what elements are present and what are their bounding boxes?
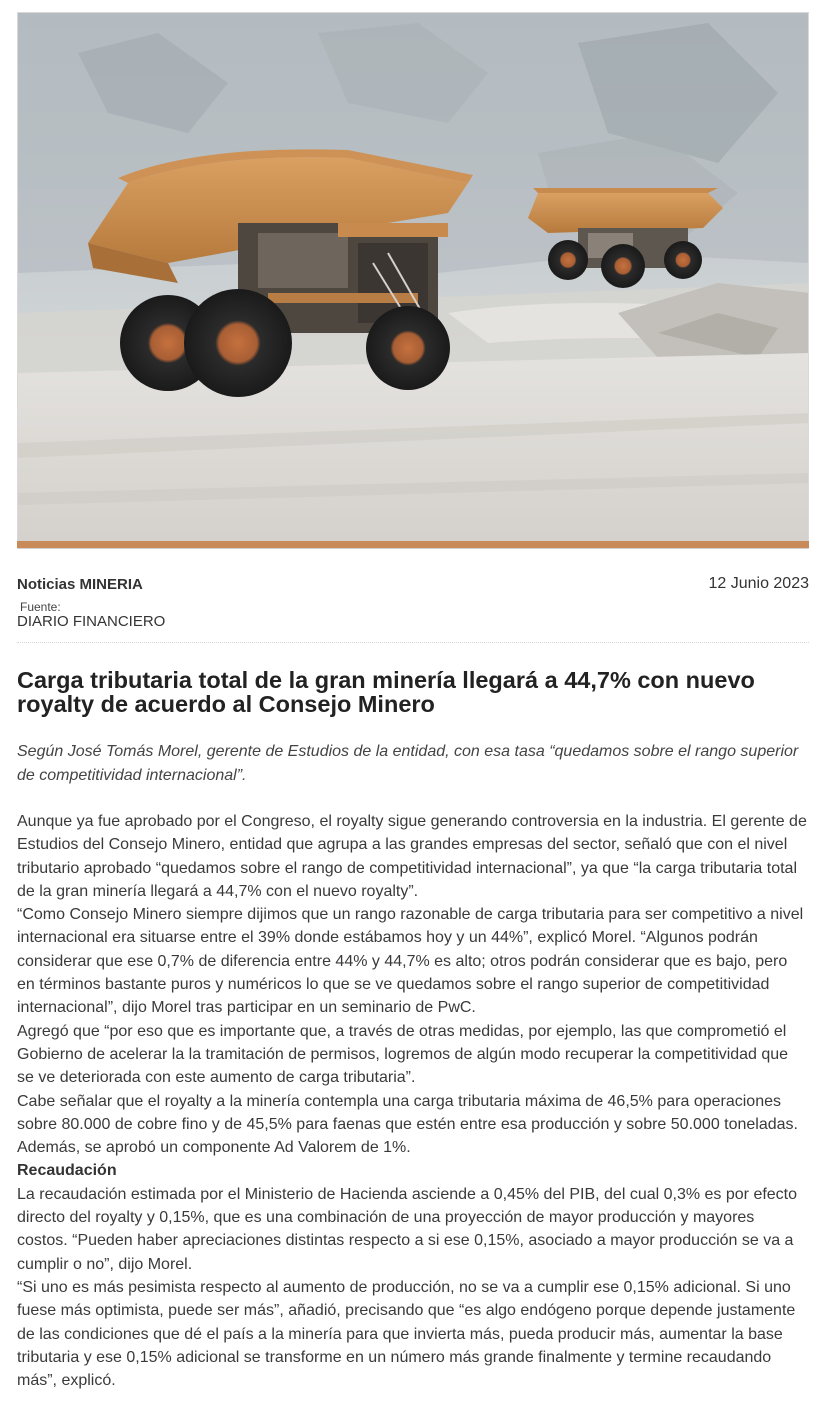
source-label: Fuente: — [20, 600, 61, 614]
article-meta — [17, 574, 809, 596]
hero-accent-bar — [17, 541, 809, 548]
divider — [17, 642, 809, 643]
body-paragraph: Agregó que “por eso que es importante que, a través de otras medidas, por ejemplo, las que comprometió el Gobierno de acelerar la la tramitación de permisos, logremos de algún modo recuperar la competitividad que se ve deteriorada con este aumento de carga tributaria”. — [17, 1022, 789, 1087]
source-name: DIARIO FINANCIERO — [17, 613, 166, 630]
publish-date: 12 Junio 2023 — [708, 575, 809, 592]
body-paragraph: “Como Consejo Minero siempre dijimos que un rango razonable de carga tributaria para ser competitivo a nivel internacional era situarse entre el 39% donde estábamos hoy y un 44%”, explicó Morel. “Algunos podrán considerar que ese 0,7% de diferencia entre 44% y 44,7% es alto; otros podrán considerar que es bajo, pero en términos bastante puros y numéricos lo que se ve quedamos sobre el rango superior de competitividad internacional”, dijo Morel tras participar en un seminario de PwC. — [17, 906, 804, 1017]
mining-haul-trucks-photo — [18, 13, 809, 549]
article-headline: Carga tributaria total de la gran minería llegará a 44,7% con nuevo royalty de acuerdo al Consejo Minero — [17, 667, 755, 717]
foreground-haul-truck — [88, 149, 473, 397]
article-body — [17, 810, 809, 1392]
body-paragraph: “Si uno es más pesimista respecto al aumento de producción, no se va a cumplir ese 0,15% adicional. Si uno fuese más optimista, puede ser más”, añadió, precisando que “es algo endógeno porque depende justamente de las condiciones que dé el país a la minería para que invierta más, pueda producir más, aumentar la base tributaria y ese 0,15% adicional se transforme en un número más grande finalmente y termine recaudando más”, explicó. — [17, 1278, 796, 1390]
body-paragraph: Cabe señalar que el royalty a la minería contempla una carga tributaria máxima de 46,5% para operaciones sobre 80.000 de cobre fino y de 45,5% para faenas que estén entre esa producción y sobre 50.000 toneladas. Además, se aprobó un componente Ad Valorem de 1%. — [17, 1092, 798, 1157]
body-paragraph: La recaudación estimada por el Ministerio de Hacienda asciende a 0,45% del PIB, del cual 0,3% es por efecto directo del royalty y 0,15%, que es una combinación de una proyección de mayor producción y mayores costos. “Pueden haber apreciaciones distintas respecto a si ese 0,15%, asociado a mayor producción se va a cumplir o no”, dijo Morel. — [17, 1185, 798, 1273]
hero-image — [17, 12, 809, 549]
section-subhead: Recaudación — [17, 1162, 117, 1180]
body-paragraph: Aunque ya fue aprobado por el Congreso, el royalty sigue generando controversia en la industria. El gerente de Estudios del Consejo Minero, entidad que agrupa a las grandes empresas del sector, señaló que con el nivel tributario aprobado “quedamos sobre el rango de competitividad internacional”, ya que “la carga tributaria total de la gran minería llegará a 44,7% con el nuevo royalty”. — [17, 813, 807, 900]
article-lede: Según José Tomás Morel, gerente de Estudios de la entidad, con esa tasa “quedamos sobre el rango superior de competitividad internacional”. — [17, 743, 799, 784]
section-label: Noticias MINERIA — [17, 576, 143, 593]
